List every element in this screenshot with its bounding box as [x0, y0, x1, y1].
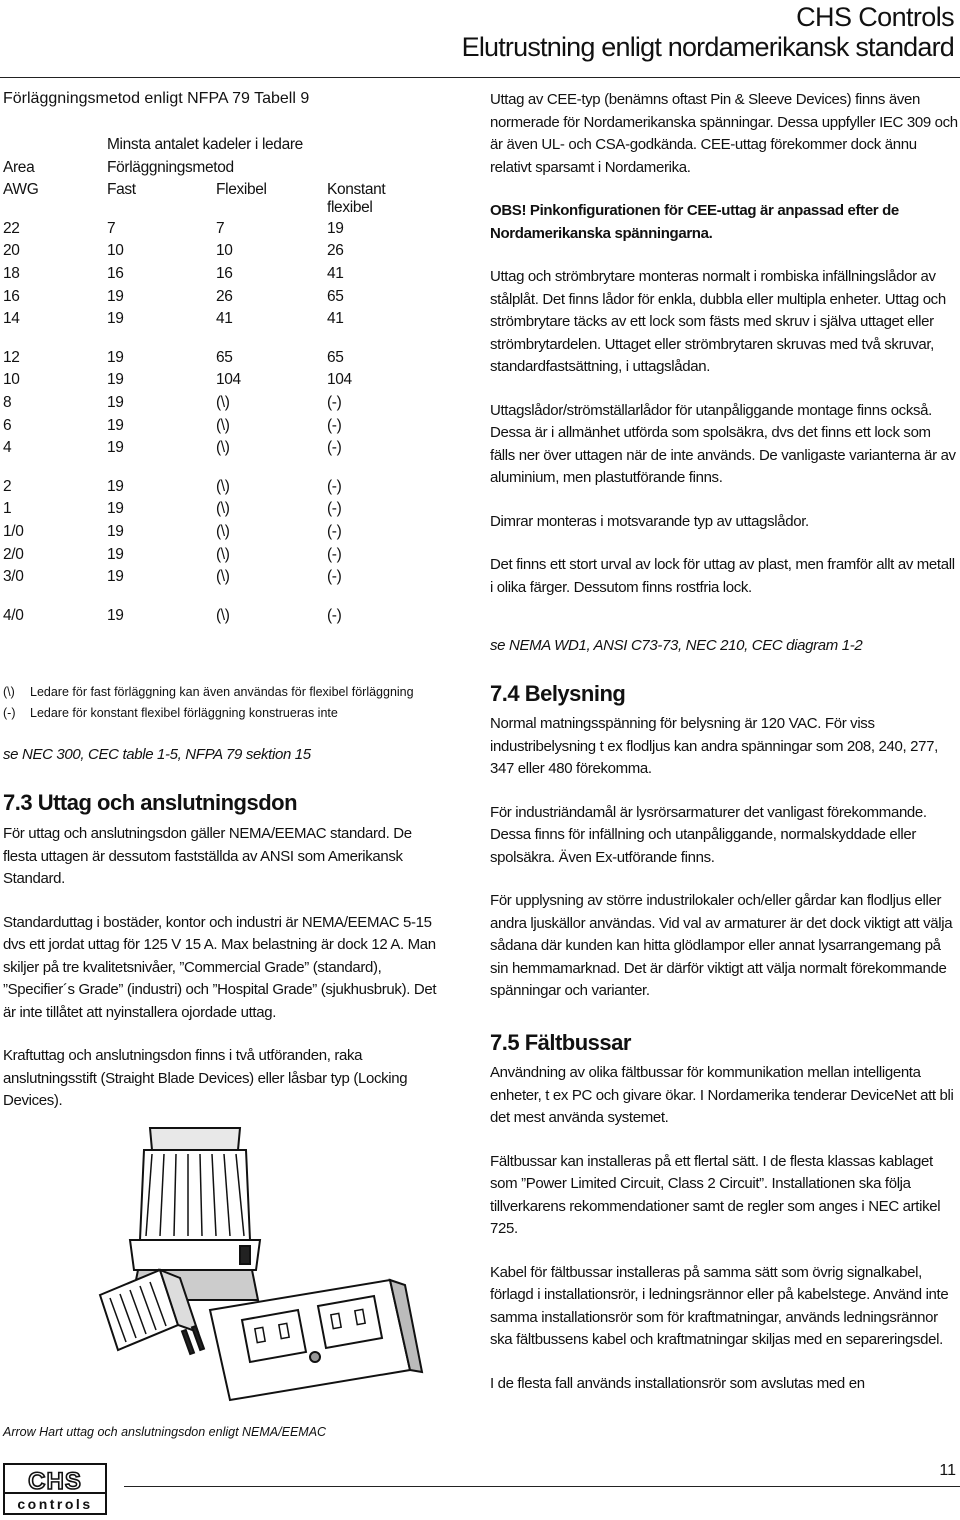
- table-cell: 19: [107, 348, 124, 366]
- table-cell: 104: [327, 371, 352, 389]
- note-text: Ledare för fast förläggning kan även användas för flexibel förläggning: [30, 685, 414, 699]
- page-header: [462, 2, 954, 62]
- table-cell: 22: [3, 219, 20, 237]
- table-cell: 1/0: [3, 522, 24, 540]
- table-cell: 7: [107, 219, 116, 237]
- paragraph: Uttagslådor/strömställarlådor för utanpåliggande montage finns också. Dessa är i allmänhet utförda som spolsäkra, dvs det finns ett lock som fälls ner över uttagen när de inte används. De vanligaste varianterna är av aluminium, men plastutförande finns.: [490, 401, 956, 486]
- header-rule: [0, 77, 960, 78]
- table-cell: 104: [216, 371, 241, 389]
- table-note: [3, 682, 414, 703]
- table-cell: 6: [3, 416, 12, 434]
- section-7-4-title: 7.4 Belysning: [490, 681, 626, 706]
- table-cell: (\): [216, 522, 230, 540]
- table-cell: 19: [107, 545, 124, 563]
- table-cell: (\): [216, 568, 230, 586]
- table-row: [3, 568, 383, 591]
- table-cell: (-): [327, 568, 342, 586]
- table-row: [3, 439, 383, 462]
- table-cell: 65: [327, 287, 344, 305]
- table-cell: 19: [107, 522, 124, 540]
- paragraph: Uttag av CEE-typ (benämns oftast Pin & Sleeve Devices) finns även normerade för Nordamerikanska spänningar. Dessa uppfyller IEC 309 och är även UL- och CSA-godkända. CEE-uttag förekommer dock ännu relativt sparsamt i Nordamerika.: [490, 91, 958, 176]
- table-row: [3, 371, 383, 394]
- group-spacer: [3, 333, 383, 349]
- page-number: 11: [939, 1462, 956, 1479]
- table-cell: 19: [107, 371, 124, 389]
- table-cell: 16: [216, 264, 233, 282]
- paragraph: Kabel för fältbussar installeras på samma sätt som övrig signalkabel, förlagd i installationsrör, i ledningsrännor eller på kabelstege. Använd inte samma installationsrör som för kraftmatningar, används ledningsrännor ska fältbussens kabel och kraftmatningar skiljas med en separeringsdel.: [490, 1263, 949, 1348]
- table-cell: 19: [107, 393, 124, 411]
- table-cell: 12: [3, 348, 20, 366]
- conductor-table: [3, 136, 386, 629]
- table-head-fast: Fast: [107, 181, 136, 199]
- paragraph: För uttag och anslutningsdon gäller NEMA/EEMAC standard. De flesta uttagen är dessutom fastställda av ANSI som Amerikansk Standard.: [3, 825, 412, 887]
- paragraph: Normal matningsspänning för belysning är 120 VAC. För viss industribelysning t ex flodljus kan andra spänningar som 208, 240, 277, 347 eller 480 förekomma.: [490, 715, 938, 777]
- table-cell: 19: [107, 606, 124, 624]
- table-row: [3, 242, 383, 265]
- footer-rule: [124, 1486, 960, 1487]
- table-cell: 4: [3, 439, 12, 457]
- table-cell: 7: [216, 219, 225, 237]
- table-head-konstant: Konstant flexibel: [327, 181, 386, 217]
- table-row: [3, 607, 383, 630]
- table-head-method: Förläggningsmetod: [107, 158, 234, 176]
- table-row: [3, 417, 383, 440]
- section-7-3-title: 7.3 Uttag och anslutningsdon: [3, 790, 298, 815]
- table-cell: 3/0: [3, 568, 24, 586]
- table-cell: 4/0: [3, 606, 24, 624]
- table-cell: 2: [3, 477, 12, 495]
- paragraph: För industriändamål är lysrörsarmaturer det vanligast förekommande. Dessa finns för infällning och utanpåliggande, normalskyddade eller spolsäkra. Även Ex-utförande finns.: [490, 803, 927, 866]
- table-cell: 19: [107, 439, 124, 457]
- table-cell: 41: [216, 310, 233, 328]
- table-cell: 26: [327, 242, 344, 260]
- table-cell: (-): [327, 545, 342, 563]
- table-cell: 19: [107, 310, 124, 328]
- table-cell: 65: [216, 348, 233, 366]
- header-subtitle: Elutrustning enligt nordamerikansk standard: [461, 32, 954, 62]
- table-cell: (\): [216, 606, 230, 624]
- table-cell: (\): [216, 416, 230, 434]
- table-cell: 1: [3, 500, 12, 518]
- table-cell: 19: [107, 287, 124, 305]
- group-spacer: [3, 204, 383, 220]
- table-cell: (\): [216, 393, 230, 411]
- table-head-flexibel: Flexibel: [216, 181, 267, 199]
- table-cell: 41: [327, 264, 344, 282]
- table-cell: 10: [216, 242, 233, 260]
- logo-bottom-text: controls: [17, 1496, 93, 1512]
- note-text: Ledare för konstant flexibel förläggning konstrueras inte: [30, 706, 338, 720]
- table-cell: 19: [327, 219, 344, 237]
- table-head-row-1: [3, 136, 383, 159]
- table-row: [3, 220, 383, 243]
- table-cell: 10: [107, 242, 124, 260]
- paragraph: Standarduttag i bostäder, kontor och industri är NEMA/EEMAC 5-15 dvs ett jordat uttag för 125 V 15 A. Max belastning är dock 12 A. Man skiljer på tre kvalitetsnivåer, ”Commercial Grade” (standard), ”Specifier´s Grade” (industri) och ”Hospital Grade” (sjukhusbruk). Det är inte tillåtet att nyinstallera ojordade uttag.: [3, 913, 437, 1021]
- illustration-caption: Arrow Hart uttag och anslutningsdon enligt NEMA/EEMAC: [3, 1425, 327, 1439]
- table-cell: (-): [327, 500, 342, 518]
- table-cell: (\): [216, 545, 230, 563]
- table-cell: 8: [3, 393, 12, 411]
- paragraph: För upplysning av större industrilokaler och/eller gårdar kan flodljus eller andra ljuskällor användas. Vid val av armaturer är det dock viktigt att välja sådana där kunden kan hitta glödlampor eller annat lysarrangemang på sin hemmamarknad. Det är därför viktigt att välja normalt förekommande spänningar och varianter.: [490, 892, 953, 999]
- table-head-area: Area: [3, 158, 35, 176]
- obs-paragraph: OBS! Pinkonfigurationen för CEE-uttag är anpassad efter de Nordamerikanska spänningarna.: [490, 202, 899, 242]
- note-symbol: (\): [3, 685, 15, 699]
- table-row: [3, 523, 383, 546]
- table-head-strands: Minsta antalet kadeler i ledare: [107, 136, 303, 153]
- table-cell: 18: [3, 264, 20, 282]
- table-row: [3, 265, 383, 288]
- table-row: [3, 288, 383, 311]
- table-cell: (\): [216, 439, 230, 457]
- right-body-top: [490, 89, 958, 620]
- paragraph: Uttag och strömbrytare monteras normalt i rombiska infällningslådor av stålplåt. Det finns lådor för enkla, dubbla eller multipla enheter. Uttag och strömbrytare täcks av ett lock som fästs med skruv i själva uttaget eller strömbrytardelen. Uttaget eller strömbrytaren skruvas med två skruvar, standardfastsättning, i uttagslådan.: [490, 268, 946, 375]
- table-cell: (-): [327, 439, 342, 457]
- group-spacer: [3, 591, 383, 607]
- table-cell: 16: [3, 287, 20, 305]
- section-7-4-body: [490, 713, 958, 1024]
- table-row: [3, 500, 383, 523]
- note-symbol: (-): [3, 706, 16, 720]
- table-notes: [3, 682, 414, 724]
- table-cell: (\): [216, 500, 230, 518]
- table-cell: 19: [107, 416, 124, 434]
- paragraph: Det finns ett stort urval av lock för uttag av plast, men framför allt av metall i olika färger. Dessutom finns rostfria lock.: [490, 556, 955, 596]
- section-7-5-title: 7.5 Fältbussar: [490, 1030, 631, 1055]
- table-cell: 20: [3, 242, 20, 260]
- table-cell: (-): [327, 477, 342, 495]
- table-head-awg: AWG: [3, 181, 39, 199]
- table-cell: 41: [327, 310, 344, 328]
- table-cell: 2/0: [3, 545, 24, 563]
- table-cell: 10: [3, 371, 20, 389]
- table-note: [3, 703, 414, 724]
- table-row: [3, 546, 383, 569]
- table-head-row-3: [3, 181, 386, 217]
- chs-controls-logo: [3, 1463, 107, 1515]
- table-cell: (-): [327, 606, 342, 624]
- table-cell: (-): [327, 522, 342, 540]
- receptacle-illustration: [60, 1120, 460, 1420]
- table-row: [3, 310, 383, 333]
- table-row: [3, 394, 383, 417]
- table-body: [3, 204, 383, 630]
- table-cell: 26: [216, 287, 233, 305]
- paragraph: I de flesta fall används installationsrör som avslutas med en: [490, 1374, 865, 1392]
- group-spacer: [3, 462, 383, 478]
- right-reference: se NEMA WD1, ANSI C73-73, NEC 210, CEC diagram 1-2: [490, 637, 863, 654]
- table-cell: 19: [107, 477, 124, 495]
- table-cell: (-): [327, 393, 342, 411]
- paragraph: Fältbussar kan installeras på ett flertal sätt. I de flesta klassas kablaget som ”Power Limited Circuit, Class 2 Circuit”. Installationen ska följa tillverkarens rekommendationer samt de regler som anges i NEC artikel 725.: [490, 1152, 941, 1237]
- left-body: [3, 823, 443, 1134]
- section-7-5-body: [490, 1062, 958, 1416]
- table-cell: (\): [216, 477, 230, 495]
- table-cell: 19: [107, 500, 124, 518]
- table-title: Förläggningsmetod enligt NFPA 79 Tabell 9: [3, 90, 310, 107]
- paragraph: Användning av olika fältbussar för kommunikation mellan intelligenta enheter, t ex PC och givare ökar. I Nordamerika tenderar DeviceNet att bli det mest använda systemet.: [490, 1064, 954, 1126]
- brand-name: CHS Controls: [796, 2, 954, 32]
- paragraph: Kraftuttag och anslutningsdon finns i två utföranden, raka anslutningsstift (Straight Blade Devices) eller låsbar typ (Locking Devices).: [3, 1047, 408, 1109]
- table-cell: (-): [327, 416, 342, 434]
- table-cell: 65: [327, 348, 344, 366]
- table-row: [3, 478, 383, 501]
- table-row: [3, 349, 383, 372]
- table-cell: 14: [3, 310, 20, 328]
- table-head-row-2: [3, 159, 383, 182]
- table-cell: 19: [107, 568, 124, 586]
- logo-top-text: CHS: [28, 1468, 82, 1495]
- table-cell: 16: [107, 264, 124, 282]
- left-reference: se NEC 300, CEC table 1-5, NFPA 79 sektion 15: [3, 746, 311, 763]
- paragraph: Dimrar monteras i motsvarande typ av uttagslådor.: [490, 512, 809, 530]
